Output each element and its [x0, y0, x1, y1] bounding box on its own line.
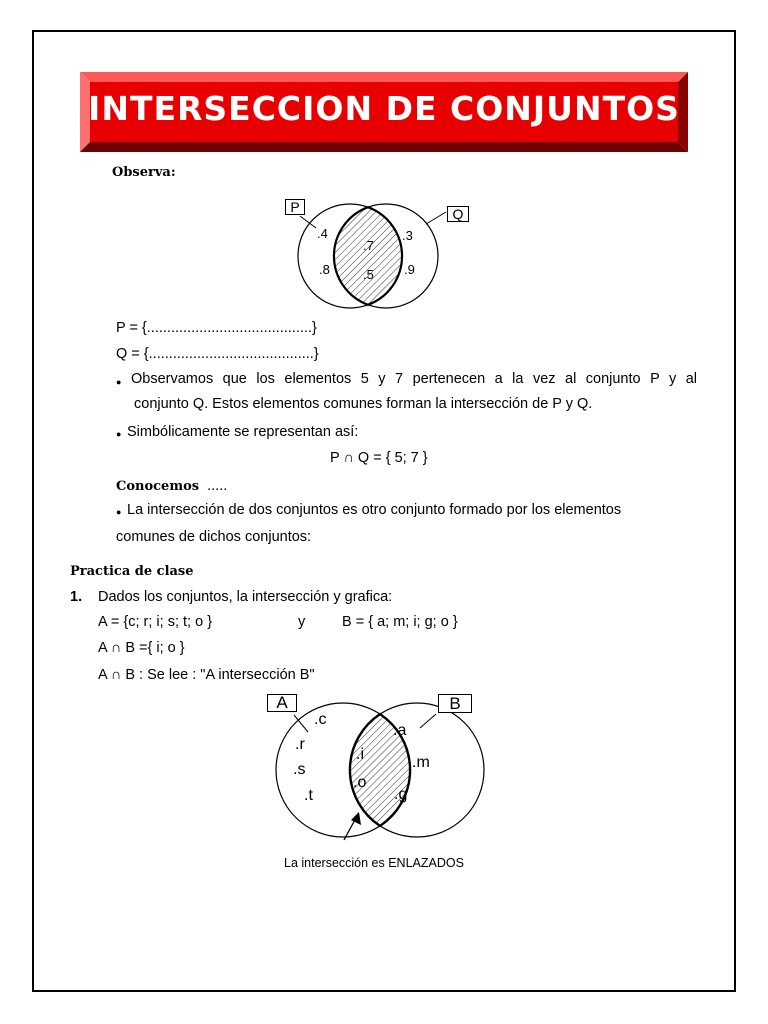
exercise-number: 1.	[70, 589, 83, 605]
venn2-element: .g	[394, 786, 408, 803]
page-title: INTERSECCION DE CONJUNTOS	[88, 89, 680, 128]
formula-p-intersection-q: P ∩ Q = { 5; 7 }	[330, 450, 428, 466]
a-intersection-b: A ∩ B ={ i; o }	[98, 640, 185, 656]
venn1-element: .9	[404, 262, 415, 277]
reading-line: A ∩ B : Se lee : "A intersección B"	[98, 667, 315, 683]
set-b-definition: B = { a; m; i; g; o }	[342, 614, 458, 630]
venn1-element: .7	[363, 238, 374, 253]
set-b-label: B	[438, 694, 472, 713]
venn2-element: .t	[304, 787, 313, 804]
bullet-icon: ●	[116, 429, 122, 439]
definition-line-2: comunes de dichos conjuntos:	[116, 529, 312, 545]
venn1-element: .4	[317, 226, 328, 241]
definition-line-1: La intersección de dos conjuntos es otro conjunto formado por los elementos	[127, 502, 622, 518]
venn-diagram-ab	[240, 690, 510, 850]
set-b-pointer	[420, 714, 436, 728]
venn1-element: .3	[402, 228, 413, 243]
observa-heading: Observa:	[112, 165, 176, 180]
venn2-element: .c	[314, 711, 327, 728]
venn2-caption: La intersección es ENLAZADOS	[284, 856, 464, 870]
conocemos-line	[116, 478, 227, 494]
practica-heading: Practica de clase	[70, 564, 194, 579]
set-q-label: Q	[447, 206, 469, 222]
venn2-element: .r	[295, 736, 305, 753]
set-a-label: A	[267, 694, 297, 712]
set-q-pointer	[426, 212, 446, 224]
symbolic-line: Simbólicamente se representan así:	[127, 424, 359, 440]
exercise-statement: Dados los conjuntos, la intersección y grafica:	[98, 589, 393, 605]
venn2-element: .i	[356, 746, 364, 763]
title-banner	[80, 72, 688, 152]
venn2-element: .a	[393, 722, 407, 739]
venn2-element: .o	[353, 774, 367, 791]
venn1-element: .5	[363, 267, 374, 282]
bullet-icon: ●	[116, 507, 122, 517]
bullet-icon: ●	[116, 377, 122, 387]
venn1-element: .8	[319, 262, 330, 277]
set-a-definition: A = {c; r; i; s; t; o }	[98, 614, 213, 630]
conjunction-y: y	[298, 614, 306, 630]
observation-line-1: Observamos que los elementos 5 y 7 pertenecen a la vez al conjunto P y al	[131, 371, 697, 387]
set-p-line: P = {.........................................}	[116, 320, 317, 336]
conocemos-dots: .....	[207, 478, 228, 494]
venn2-element: .m	[412, 754, 430, 771]
observation-line-2: conjunto Q. Estos elementos comunes forman la intersección de P y Q.	[134, 396, 593, 412]
set-p-label: P	[285, 199, 305, 215]
venn2-element: .s	[293, 761, 306, 778]
set-q-line: Q = {.........................................}	[116, 346, 319, 362]
conocemos-heading: Conocemos	[116, 479, 200, 494]
